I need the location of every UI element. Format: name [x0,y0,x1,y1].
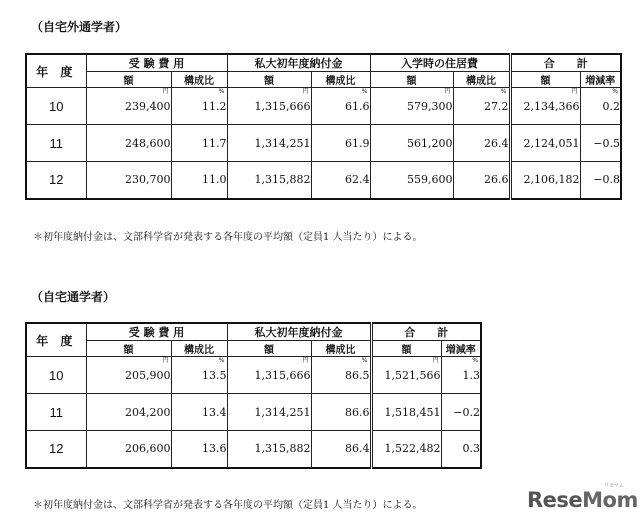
fee-amount: 1,315,882 [227,162,311,199]
year-cell: 11 [26,125,86,162]
table-row [26,394,481,431]
table-off-campus [25,53,622,200]
total-amount: 2,124,051 [510,125,580,162]
group-header-exam-cost: 受 験 費 用 [86,323,227,341]
group-header-housing-cost: 入学時の住居費 [370,54,510,72]
fee-ratio: 62.4 [311,162,370,199]
resemom-logo: ReseMom [527,488,638,512]
subheader-amount: 額 [227,72,311,88]
total-change-rate: −0.2 [441,394,481,431]
subheader-amount: 額 [510,72,580,88]
exam-cost-ratio: 13.4 [171,394,227,431]
table1-footnote: ＊初年度納付金は、文部科学省が発表する各年度の平均額（定員1 人当たり）による。 [33,232,423,243]
unit-yen: 円 [302,88,309,95]
unit-yen: 円 [571,88,578,95]
subheader-ratio: 構成比 [453,72,510,88]
fee-amount: 1,314,251 [227,394,311,431]
unit-percent: % [361,88,368,95]
total-change-rate: −0.5 [580,125,621,162]
total-change-rate: % 1.3 [441,357,481,394]
table2-caption: （自宅通学者） [31,290,116,304]
year-cell: 12 [26,431,86,468]
exam-cost-amount: 206,600 [86,431,171,468]
fee-ratio: % 61.6 [311,88,370,125]
year-header: 年 度 [26,54,86,88]
subheader-change-rate: 増減率 [580,72,621,88]
exam-cost-ratio: % 11.2 [171,88,227,125]
total-amount: 円 1,521,566 [371,357,441,394]
unit-percent: % [500,88,507,95]
subheader-amount: 額 [227,341,311,357]
subheader-ratio: 構成比 [171,72,227,88]
unit-yen: 円 [162,357,169,364]
table2-footnote: ＊初年度納付金は、文部科学省が発表する各年度の平均額（定員1 人当たり）による。 [33,500,423,511]
total-amount: 1,518,451 [371,394,441,431]
fee-ratio: 61.9 [311,125,370,162]
total-amount: 円 2,134,366 [510,88,580,125]
housing-amount: 561,200 [370,125,453,162]
year-cell: 11 [26,394,86,431]
subheader-change-rate: 増減率 [441,341,481,357]
resemom-logo-sub: リセマム [604,483,624,489]
exam-cost-amount: 円 239,400 [86,88,171,125]
table-row [26,162,621,199]
subheader-ratio: 構成比 [171,341,227,357]
exam-cost-ratio: 11.0 [171,162,227,199]
exam-cost-amount: 230,700 [86,162,171,199]
group-header-first-year-fee: 私大初年度納付金 [227,54,370,72]
subheader-amount: 額 [371,341,441,357]
table-row [26,125,621,162]
subheader-ratio: 構成比 [311,72,370,88]
table-row [26,357,481,394]
fee-amount: 1,314,251 [227,125,311,162]
unit-percent: % [361,357,368,364]
housing-amount: 円 579,300 [370,88,453,125]
unit-percent: % [472,357,478,364]
fee-amount: 1,315,882 [227,431,311,468]
table-row [26,88,621,125]
year-cell: 10 [26,88,86,125]
subheader-amount: 額 [370,72,453,88]
table-row [26,431,481,468]
housing-ratio: 26.4 [453,125,510,162]
group-header-total: 合 計 [510,54,621,72]
subheader-amount: 額 [86,72,171,88]
total-amount: 1,522,482 [371,431,441,468]
fee-ratio: 86.4 [311,431,371,468]
total-amount: 2,106,182 [510,162,580,199]
total-change-rate: 0.3 [441,431,481,468]
group-header-exam-cost: 受 験 費 用 [86,54,227,72]
group-header-first-year-fee: 私大初年度納付金 [227,323,371,341]
year-cell: 10 [26,357,86,394]
exam-cost-ratio: 13.6 [171,431,227,468]
year-cell: 12 [26,162,86,199]
unit-yen: 円 [302,357,309,364]
table1-caption: （自宅外通学者） [31,20,128,34]
unit-yen: 円 [432,357,439,364]
housing-ratio: % 27.2 [453,88,510,125]
exam-cost-amount: 204,200 [86,394,171,431]
total-change-rate: % 0.2 [580,88,621,125]
unit-percent: % [612,88,618,95]
subheader-ratio: 構成比 [311,341,371,357]
unit-percent: % [218,88,225,95]
fee-ratio: 86.6 [311,394,371,431]
exam-cost-ratio: % 13.5 [171,357,227,394]
exam-cost-ratio: 11.7 [171,125,227,162]
unit-yen: 円 [162,88,169,95]
unit-percent: % [218,357,225,364]
table-home-commuter [25,322,482,469]
total-change-rate: −0.8 [580,162,621,199]
subheader-amount: 額 [86,341,171,357]
unit-yen: 円 [444,88,451,95]
housing-amount: 559,600 [370,162,453,199]
housing-ratio: 26.6 [453,162,510,199]
exam-cost-amount: 248,600 [86,125,171,162]
fee-amount: 円 1,315,666 [227,88,311,125]
exam-cost-amount: 円 205,900 [86,357,171,394]
fee-amount: 円 1,315,666 [227,357,311,394]
group-header-total: 合 計 [371,323,481,341]
fee-ratio: % 86.5 [311,357,371,394]
year-header: 年 度 [26,323,86,357]
